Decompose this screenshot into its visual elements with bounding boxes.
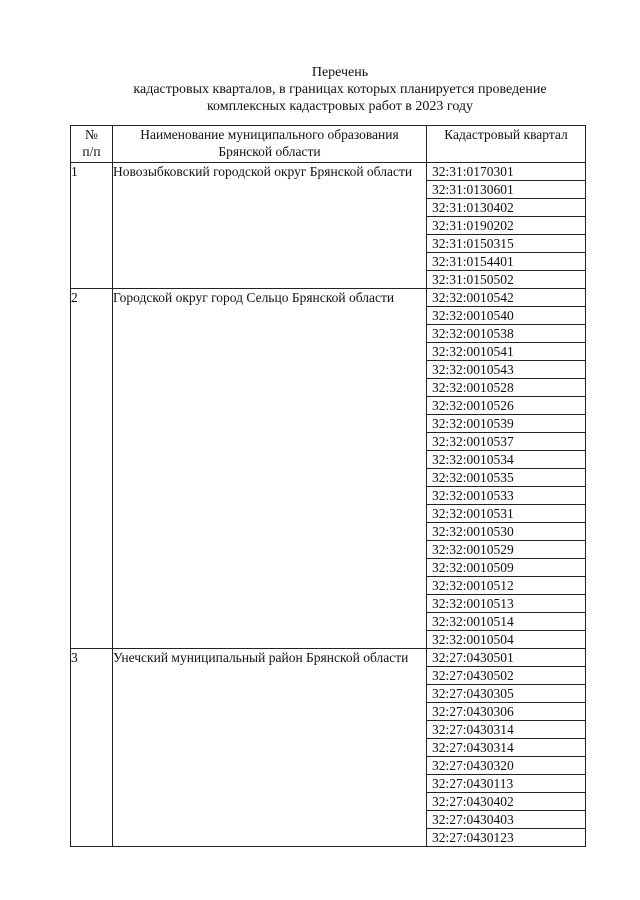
- title-line-1: Перечень: [311, 65, 369, 80]
- header-number: [71, 126, 113, 163]
- cadastral-quarter: 32:27:0430306: [427, 703, 585, 721]
- cadastral-quarter: 32:32:0010514: [427, 613, 585, 631]
- row-number: 2: [71, 289, 113, 649]
- cadastral-quarter: 32:27:0430320: [427, 757, 585, 775]
- table-row: [71, 649, 586, 847]
- cadastral-quarter: 32:32:0010538: [427, 325, 585, 343]
- cadastral-quarter: 32:32:0010539: [427, 415, 585, 433]
- document-title: [0, 64, 640, 115]
- cadastral-quarter: 32:27:0430305: [427, 685, 585, 703]
- municipality-name: Унечский муниципальный район Брянской области: [113, 649, 427, 847]
- cadastral-quarter: 32:32:0010541: [427, 343, 585, 361]
- cadastral-quarter: 32:32:0010513: [427, 595, 585, 613]
- header-cadastral-quarter: Кадастровый квартал: [427, 126, 586, 163]
- cadastral-quarter: 32:27:0430113: [427, 775, 585, 793]
- cadastral-quarter: 32:27:0430403: [427, 811, 585, 829]
- quarter-list: [427, 289, 586, 649]
- cadastral-quarter: 32:31:0170301: [427, 163, 585, 181]
- cadastral-quarter: 32:27:0430402: [427, 793, 585, 811]
- table-row: [71, 289, 586, 649]
- cadastral-quarter: 32:32:0010531: [427, 505, 585, 523]
- header-number-line-1: №: [85, 127, 98, 142]
- cadastral-quarter: 32:31:0130402: [427, 199, 585, 217]
- cadastral-quarter: 32:32:0010526: [427, 397, 585, 415]
- row-number: 3: [71, 649, 113, 847]
- row-number: 1: [71, 163, 113, 289]
- cadastral-quarter: 32:32:0010537: [427, 433, 585, 451]
- cadastral-quarter: 32:31:0154401: [427, 253, 585, 271]
- cadastral-quarter: 32:32:0010512: [427, 577, 585, 595]
- cadastral-quarter: 32:32:0010533: [427, 487, 585, 505]
- table-row: [71, 163, 586, 289]
- cadastral-quarter: 32:32:0010528: [427, 379, 585, 397]
- cadastral-quarter: 32:31:0190202: [427, 217, 585, 235]
- cadastral-quarter: 32:27:0430314: [427, 721, 585, 739]
- cadastral-quarters-table: [70, 125, 586, 847]
- cadastral-quarter: 32:27:0430501: [427, 649, 585, 667]
- cadastral-quarter: 32:32:0010529: [427, 541, 585, 559]
- cadastral-quarter: 32:32:0010540: [427, 307, 585, 325]
- cadastral-quarter: 32:32:0010543: [427, 361, 585, 379]
- cadastral-quarter: 32:32:0010535: [427, 469, 585, 487]
- cadastral-quarter: 32:32:0010542: [427, 289, 585, 307]
- cadastral-quarter: 32:31:0130601: [427, 181, 585, 199]
- cadastral-quarter: 32:32:0010504: [432, 632, 514, 647]
- header-municipality: Наименование муниципального образования Брянской области: [113, 126, 427, 163]
- table-header-row: [71, 126, 586, 163]
- cadastral-quarter: 32:27:0430502: [427, 667, 585, 685]
- header-number-line-2: п/п: [82, 144, 101, 159]
- quarter-list: [427, 649, 586, 847]
- quarter-list: [427, 163, 586, 289]
- cadastral-quarter: 32:31:0150502: [432, 272, 514, 287]
- cadastral-quarter: 32:27:0430314: [427, 739, 585, 757]
- title-line-2: кадастровых кварталов, в границах которых планируется проведение: [133, 82, 547, 97]
- municipality-name: Городской округ город Сельцо Брянской области: [113, 289, 427, 649]
- cadastral-quarter: 32:31:0150315: [427, 235, 585, 253]
- title-line-3: комплексных кадастровых работ в 2023 году: [206, 99, 474, 114]
- cadastral-quarter: 32:32:0010534: [427, 451, 585, 469]
- cadastral-quarter: 32:32:0010509: [427, 559, 585, 577]
- cadastral-quarter: 32:27:0430123: [432, 830, 514, 845]
- cadastral-quarter: 32:32:0010530: [427, 523, 585, 541]
- table-body: [71, 163, 586, 847]
- municipality-name: Новозыбковский городской округ Брянской области: [113, 163, 427, 289]
